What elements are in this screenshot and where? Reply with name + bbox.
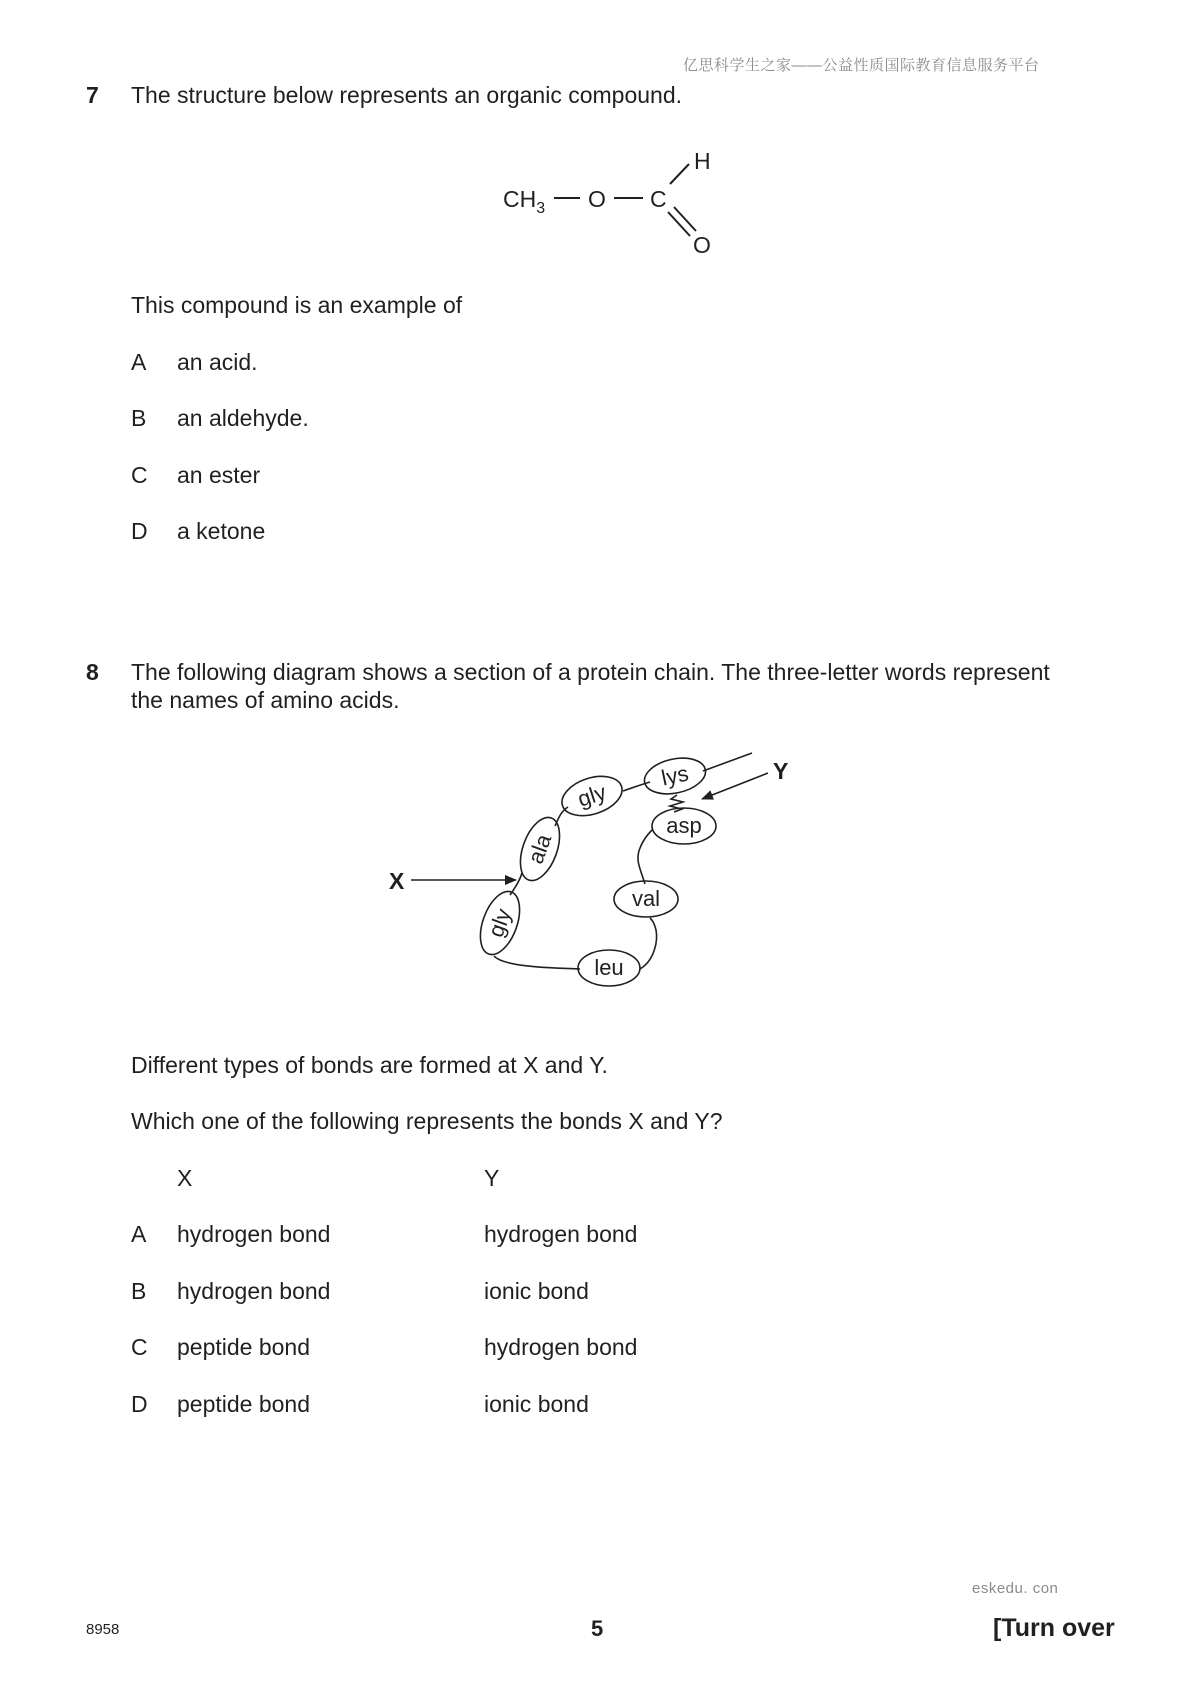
option-x: peptide bond	[177, 1391, 311, 1417]
option-letter: B	[131, 1278, 147, 1304]
option-x: hydrogen bond	[177, 1278, 331, 1304]
chain-link-leu-val	[640, 918, 657, 969]
option-letter: A	[131, 349, 147, 375]
y-arrow	[702, 773, 768, 799]
carbonyl-oxygen: O	[693, 232, 711, 258]
option-letter: D	[131, 518, 148, 544]
option-letter: C	[131, 462, 148, 488]
option-text: an aldehyde.	[177, 405, 309, 431]
option-y: ionic bond	[484, 1278, 589, 1304]
option-x: hydrogen bond	[177, 1221, 331, 1247]
option-letter: B	[131, 405, 147, 431]
option-y: ionic bond	[484, 1391, 589, 1417]
chain-link-val-asp	[638, 830, 652, 884]
option-letter: D	[131, 1391, 148, 1417]
chain-continuation-top	[703, 753, 752, 771]
carbon-atom: C	[650, 186, 667, 212]
option-text: an ester	[177, 462, 261, 488]
chain-link-gly-leu	[494, 956, 580, 969]
question-number: 7	[86, 82, 99, 108]
question-stem: The structure below represents an organic compound.	[131, 82, 683, 108]
subscript-three: 3	[536, 200, 546, 217]
amino-acid-label-asp: asp	[666, 813, 702, 838]
turn-over-label: [Turn over	[993, 1614, 1115, 1642]
option-y: hydrogen bond	[484, 1334, 638, 1360]
column-header-y: Y	[484, 1165, 500, 1191]
question-stem-line-2: the names of amino acids.	[131, 687, 400, 713]
column-header-x: X	[177, 1165, 193, 1191]
option-x: peptide bond	[177, 1334, 311, 1360]
header-watermark: 亿思科学生之家——公益性质国际教育信息服务平台	[683, 57, 1040, 74]
question-number: 8	[86, 659, 99, 685]
question-prompt: This compound is an example of	[131, 292, 463, 318]
option-letter: A	[131, 1221, 147, 1247]
amino-acid-label-gly-top: gly	[574, 779, 610, 812]
page-number: 5	[591, 1616, 604, 1641]
hydrogen-atom: H	[694, 148, 711, 174]
y-bond-label: Y	[773, 758, 789, 784]
x-bond-label: X	[389, 868, 405, 894]
question-statement: Different types of bonds are formed at X and Y.	[131, 1052, 608, 1078]
option-text: a ketone	[177, 518, 266, 544]
footer-site-watermark: eskedu. con	[972, 1580, 1059, 1597]
option-y: hydrogen bond	[484, 1221, 638, 1247]
ch-text: CH	[503, 186, 537, 212]
amino-acid-label-gly-left: gly	[482, 905, 517, 941]
question-stem-line-1: The following diagram shows a section of a protein chain. The three-letter words represent	[131, 659, 1050, 685]
amino-acid-label-lys: lys	[659, 760, 691, 791]
amino-acid-label-leu: leu	[594, 955, 624, 980]
amino-acid-label-val: val	[631, 886, 661, 911]
ether-oxygen: O	[588, 186, 606, 212]
amino-acid-label-ala: ala	[522, 830, 557, 867]
paper-code: 8958	[86, 1621, 120, 1638]
question-prompt: Which one of the following represents the bonds X and Y?	[131, 1108, 723, 1134]
option-letter: C	[131, 1334, 148, 1360]
option-text: an acid.	[177, 349, 258, 375]
